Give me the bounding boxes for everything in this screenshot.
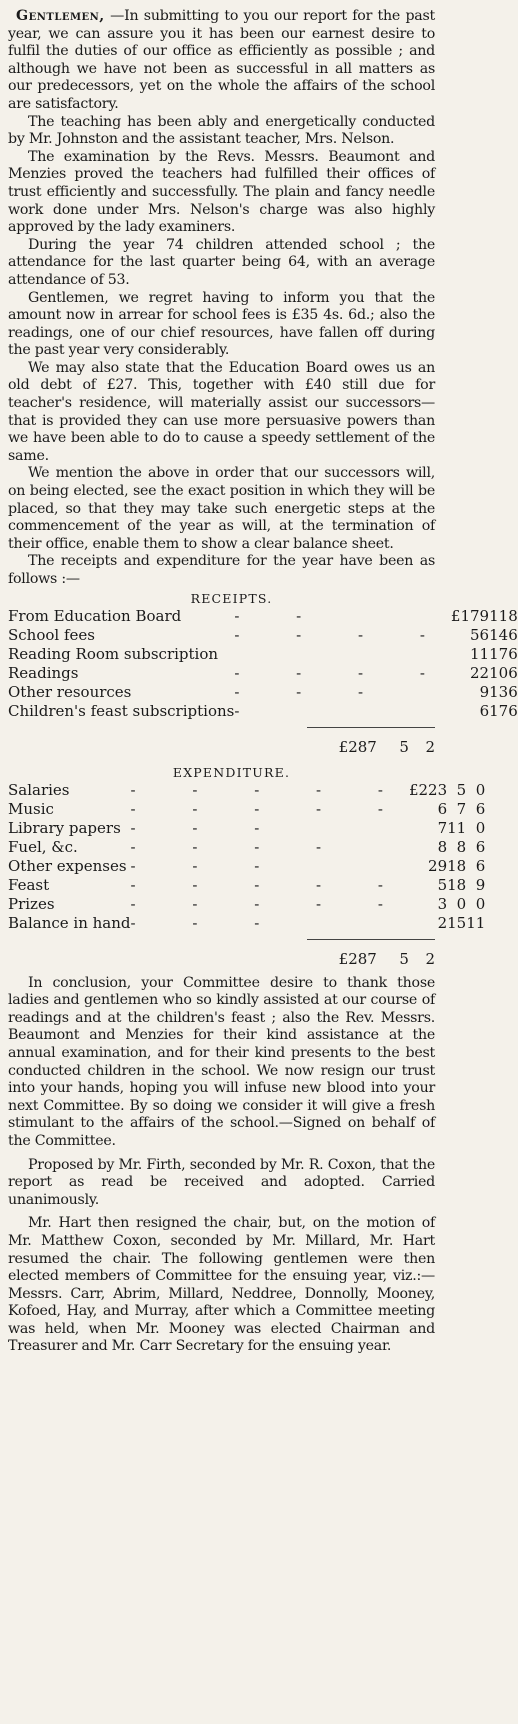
paragraph-attendance: During the year 74 children attended school ; the attendance for the last quarter being 64, with an average attendance of 53.: [8, 236, 435, 288]
leader-dots: [234, 645, 451, 664]
leader-dots: - - - - -: [130, 875, 409, 894]
amount-pence: 6: [475, 837, 486, 856]
amount-pence: 0: [475, 894, 486, 913]
amount-shillings: 11: [447, 818, 467, 837]
amount-pounds: 6: [479, 701, 490, 720]
item-label: Prizes: [8, 894, 55, 913]
amount-pence: 11: [466, 913, 486, 932]
leader-dots: - -: [234, 606, 328, 625]
item-label: Fuel, &c.: [8, 837, 78, 856]
account-row: [8, 626, 518, 645]
item-label: Readings: [8, 663, 79, 682]
leader-dots: - - - - -: [130, 799, 409, 818]
account-row: [8, 819, 485, 838]
amount-pence: 8: [508, 606, 518, 625]
amount-shillings: 17: [489, 644, 509, 663]
amount-pounds: 9: [479, 682, 490, 701]
receipts-table: [8, 607, 518, 721]
amount-pounds: 22: [470, 663, 490, 682]
expenditure-table: [8, 781, 485, 933]
account-row: [8, 683, 518, 702]
receipts-total: [8, 728, 435, 763]
leader-dots: - - -: [234, 682, 390, 701]
total-pounds: £287: [338, 949, 377, 968]
amount-shillings: 18: [447, 875, 467, 894]
account-row: [8, 838, 485, 857]
item-label: Other expenses: [8, 856, 127, 875]
item-label: Salaries: [8, 780, 70, 799]
amount-pence: 6: [508, 682, 518, 701]
amount-pounds: 29: [428, 856, 448, 875]
expenditure-total: [8, 940, 435, 975]
amount-pence: 6: [475, 856, 486, 875]
paragraph-opening: [8, 8, 435, 114]
expenditure-heading: EXPENDITURE.: [172, 764, 291, 780]
account-row: [8, 664, 518, 683]
amount-pounds: £179: [450, 606, 490, 625]
amount-pence: 0: [475, 818, 486, 837]
amount-shillings: 14: [489, 625, 509, 644]
item-label: Music: [8, 799, 54, 818]
amount-pounds: 56: [470, 625, 490, 644]
paragraph-accounts-intro: The receipts and expenditure for the year have been as follows :—: [8, 553, 435, 587]
amount-pounds: 6: [437, 799, 448, 818]
amount-shillings: 5: [456, 780, 467, 799]
leader-dots: - - - -: [234, 625, 451, 644]
amount-pence: 6: [508, 625, 518, 644]
item-label: Other resources: [8, 682, 132, 701]
total-pence: 2: [425, 949, 435, 968]
leader-dots: - - - - -: [130, 894, 409, 913]
amount-shillings: 15: [447, 913, 467, 932]
total-row: [8, 728, 435, 763]
account-row: [8, 800, 485, 819]
amount-pounds: 8: [437, 837, 448, 856]
amount-shillings: 11: [489, 606, 509, 625]
amount-pounds: 5: [437, 875, 448, 894]
amount-pounds: £223: [408, 780, 448, 799]
paragraph-successors: We mention the above in order that our successors will, on being elected, see the exact position in which they will be placed, so that they may take such energetic steps at the commencement of the year as will, at the termination of their office, enable them to show a clear balance sheet.: [8, 465, 435, 552]
amount-pounds: 2: [437, 913, 448, 932]
item-label: Library papers: [8, 818, 121, 837]
paragraph-arrears: Gentlemen, we regret having to inform you that the amount now in arrear for school fees is £35 4s. 6d.; also the readings, one of our chief resources, have fallen off during the past year very considerably.: [8, 289, 435, 359]
item-label: Feast: [8, 875, 50, 894]
amount-pence: 9: [475, 875, 486, 894]
amount-pounds: 7: [437, 818, 448, 837]
total-shillings: 5: [399, 737, 409, 756]
paragraph-conclusion: In conclusion, your Committee desire to thank those ladies and gentlemen who so kindly assisted at our course of readings and at the children's feast ; also the Rev. Messrs. Beaumont and Menzies for their kind assistance at the annual examination, and for their kind presents to the best conducted children in the school. We now resign our trust into your hands, hoping you will infuse new blood into your next Committee. By so doing we consider it will give a fresh stimulant to the affairs of the school.—Signed on behalf of the Committee.: [8, 974, 435, 1149]
account-row: [8, 607, 518, 626]
amount-pence: 0: [475, 780, 486, 799]
amount-shillings: 13: [489, 682, 509, 701]
item-label: Balance in hand: [8, 913, 131, 932]
amount-pounds: 11: [470, 644, 490, 663]
paragraph-teaching: The teaching has been ably and energetically conducted by Mr. Johnston and the assistant teacher, Mrs. Nelson.: [8, 113, 435, 148]
amount-pence: 6: [508, 644, 518, 663]
account-row: [8, 876, 485, 895]
paragraph-debt: We may also state that the Education Board owes us an old debt of £27. This, together with £40 still due for teacher's residence, will materially assist our successors—that is provided they can use more persuasive powers than we have been able to do to cause a speedy settlement of the same.: [8, 359, 435, 464]
total-pounds: £287: [338, 737, 377, 756]
opening-text: —In submitting to you our report for the past year, we can assure you it has been our earnest desire to fulfil the duties of our office as efficiently as possible ; and although we have not been as successful in all matters as our predecessors, yet on the whole the affairs of the school are satisfactory.: [8, 8, 435, 112]
amount-pence: 6: [508, 663, 518, 682]
item-label: School fees: [8, 625, 95, 644]
paragraph-elections: Mr. Hart then resigned the chair, but, on the motion of Mr. Matthew Coxon, seconded by Mr. Millard, Mr. Hart resumed the chair. The following gentlemen were then elected members of Committee for the ensuing year, viz.:—Messrs. Carr, Abrim, Millard, Neddree, Donnolly, Mooney, Kofoed, Hay, and Murray, after which a Committee meeting was held, when Mr. Mooney was elected Chairman and Treasurer and Mr. Carr Secretary for the ensuing year.: [8, 1215, 435, 1355]
item-label: From Education Board: [8, 606, 182, 625]
account-row: [8, 857, 485, 876]
leader-dots: - - -: [130, 856, 286, 875]
amount-shillings: 18: [447, 856, 467, 875]
account-row: [8, 895, 485, 914]
leader-dots: - - - -: [234, 663, 451, 682]
leader-dots: -: [234, 701, 266, 720]
receipts-heading: RECEIPTS.: [190, 590, 273, 606]
amount-shillings: 7: [456, 799, 467, 818]
amount-pence: 6: [508, 701, 518, 720]
total-shillings: 5: [399, 949, 409, 968]
amount-pence: 6: [475, 799, 486, 818]
account-row: [8, 645, 518, 664]
account-row: [8, 914, 485, 933]
item-label: Children's feast subscriptions: [8, 701, 235, 720]
item-label: Reading Room subscription: [8, 644, 219, 663]
leader-dots: - - -: [130, 818, 286, 837]
leader-dots: - - -: [130, 913, 286, 932]
amount-shillings: 17: [489, 701, 509, 720]
amount-shillings: 10: [489, 663, 509, 682]
amount-shillings: 0: [456, 894, 467, 913]
paragraph-examination: The examination by the Revs. Messrs. Beaumont and Menzies proved the teachers had fulfilled their offices of trust efficiently and successfully. The plain and fancy needle work done under Mrs. Nelson's charge was also highly approved by the lady examiners.: [8, 148, 435, 236]
salutation: Gentlemen,: [16, 8, 105, 24]
amount-shillings: 8: [456, 837, 467, 856]
leader-dots: - - - -: [130, 837, 348, 856]
paragraph-proposal: Proposed by Mr. Firth, seconded by Mr. R. Coxon, that the report as read be received and adopted. Carried unanimously.: [8, 1156, 435, 1208]
total-row: [8, 940, 435, 975]
leader-dots: - - - - -: [130, 780, 409, 799]
account-row: [8, 781, 485, 800]
account-row: [8, 702, 518, 721]
amount-pounds: 3: [437, 894, 448, 913]
total-pence: 2: [425, 737, 435, 756]
